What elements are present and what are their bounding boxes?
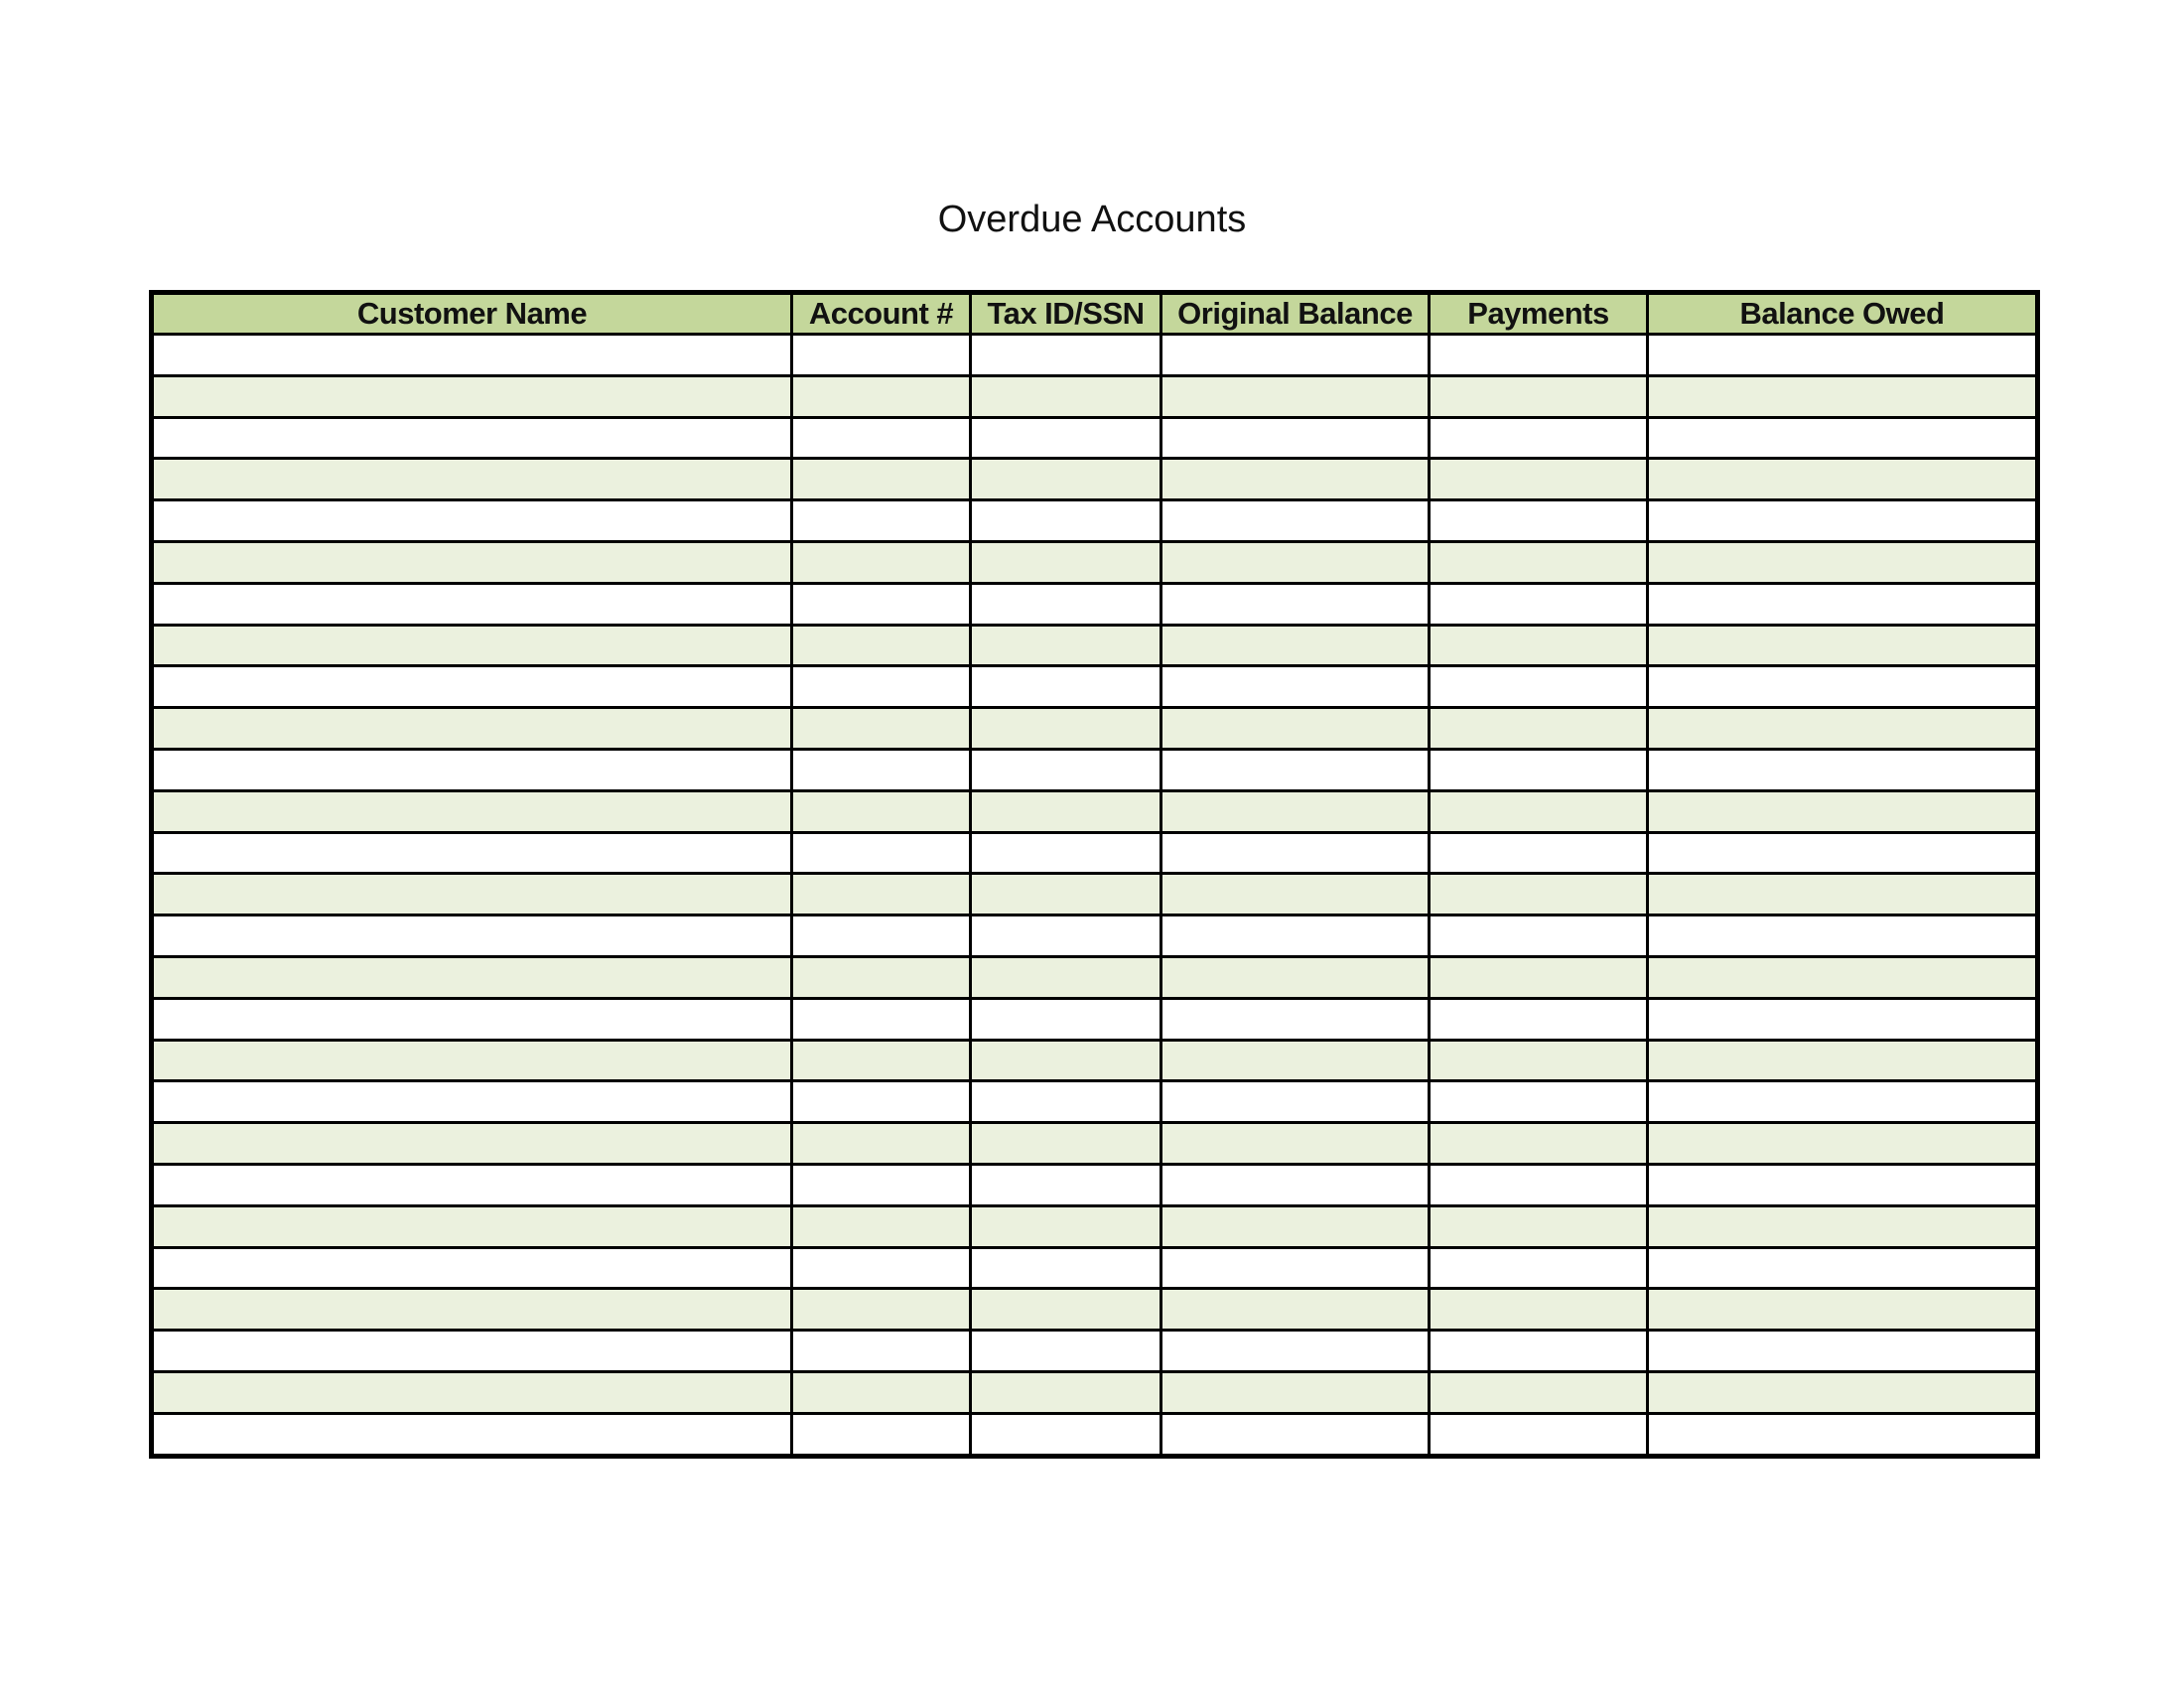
customer-name-cell[interactable]: [152, 1040, 792, 1081]
balance-owed-cell[interactable]: [1648, 335, 2038, 376]
column-header-account-number: Account #: [792, 293, 971, 335]
account-number-cell[interactable]: [792, 1413, 971, 1456]
payments-cell[interactable]: [1430, 1164, 1648, 1205]
customer-name-cell[interactable]: [152, 832, 792, 874]
original-balance-cell[interactable]: [1161, 666, 1430, 708]
account-number-cell[interactable]: [792, 874, 971, 915]
tax-id-cell[interactable]: [971, 417, 1161, 459]
customer-name-cell[interactable]: [152, 500, 792, 542]
payments-cell[interactable]: [1430, 666, 1648, 708]
table-row: [152, 500, 2038, 542]
tax-id-cell[interactable]: [971, 1164, 1161, 1205]
table-row: [152, 583, 2038, 625]
account-number-cell[interactable]: [792, 1247, 971, 1289]
table-row: [152, 708, 2038, 750]
table-row: [152, 1040, 2038, 1081]
account-number-cell[interactable]: [792, 500, 971, 542]
payments-cell[interactable]: [1430, 375, 1648, 417]
balance-owed-cell[interactable]: [1648, 1247, 2038, 1289]
payments-cell[interactable]: [1430, 500, 1648, 542]
balance-owed-cell[interactable]: [1648, 1413, 2038, 1456]
balance-owed-cell[interactable]: [1648, 998, 2038, 1040]
table-row: [152, 541, 2038, 583]
original-balance-cell[interactable]: [1161, 956, 1430, 998]
balance-owed-cell[interactable]: [1648, 1331, 2038, 1372]
page-title: Overdue Accounts: [937, 199, 1247, 240]
customer-name-cell[interactable]: [152, 1081, 792, 1123]
balance-owed-cell[interactable]: [1648, 583, 2038, 625]
balance-owed-cell[interactable]: [1648, 708, 2038, 750]
payments-cell[interactable]: [1430, 1040, 1648, 1081]
account-number-cell[interactable]: [792, 375, 971, 417]
balance-owed-cell[interactable]: [1648, 790, 2038, 832]
table-body: [152, 335, 2038, 1457]
balance-owed-cell[interactable]: [1648, 1123, 2038, 1165]
tax-id-cell[interactable]: [971, 1247, 1161, 1289]
tax-id-cell[interactable]: [971, 1081, 1161, 1123]
payments-cell[interactable]: [1430, 749, 1648, 790]
original-balance-cell[interactable]: [1161, 1371, 1430, 1413]
customer-name-cell[interactable]: [152, 1164, 792, 1205]
table-row: [152, 956, 2038, 998]
balance-owed-cell[interactable]: [1648, 1371, 2038, 1413]
payments-cell[interactable]: [1430, 1331, 1648, 1372]
payments-cell[interactable]: [1430, 1205, 1648, 1247]
account-number-cell[interactable]: [792, 1371, 971, 1413]
customer-name-cell[interactable]: [152, 956, 792, 998]
payments-cell[interactable]: [1430, 1371, 1648, 1413]
account-number-cell[interactable]: [792, 666, 971, 708]
original-balance-cell[interactable]: [1161, 1247, 1430, 1289]
tax-id-cell[interactable]: [971, 708, 1161, 750]
original-balance-cell[interactable]: [1161, 1289, 1430, 1331]
table-row: [152, 998, 2038, 1040]
customer-name-cell[interactable]: [152, 1371, 792, 1413]
table-row: [152, 1289, 2038, 1331]
original-balance-cell[interactable]: [1161, 1164, 1430, 1205]
original-balance-cell[interactable]: [1161, 583, 1430, 625]
table-row: [152, 1123, 2038, 1165]
customer-name-cell[interactable]: [152, 459, 792, 500]
tax-id-cell[interactable]: [971, 335, 1161, 376]
payments-cell[interactable]: [1430, 335, 1648, 376]
account-number-cell[interactable]: [792, 1123, 971, 1165]
customer-name-cell[interactable]: [152, 541, 792, 583]
customer-name-cell[interactable]: [152, 1123, 792, 1165]
tax-id-cell[interactable]: [971, 375, 1161, 417]
original-balance-cell[interactable]: [1161, 1123, 1430, 1165]
customer-name-cell[interactable]: [152, 1205, 792, 1247]
payments-cell[interactable]: [1430, 459, 1648, 500]
original-balance-cell[interactable]: [1161, 1040, 1430, 1081]
original-balance-cell[interactable]: [1161, 1205, 1430, 1247]
column-header-customer-name: Customer Name: [152, 293, 792, 335]
account-number-cell[interactable]: [792, 708, 971, 750]
customer-name-cell[interactable]: [152, 915, 792, 957]
table-row: [152, 874, 2038, 915]
account-number-cell[interactable]: [792, 459, 971, 500]
payments-cell[interactable]: [1430, 1413, 1648, 1456]
table-row: [152, 459, 2038, 500]
table-row: [152, 1413, 2038, 1456]
original-balance-cell[interactable]: [1161, 500, 1430, 542]
balance-owed-cell[interactable]: [1648, 915, 2038, 957]
original-balance-cell[interactable]: [1161, 1081, 1430, 1123]
customer-name-cell[interactable]: [152, 583, 792, 625]
original-balance-cell[interactable]: [1161, 708, 1430, 750]
account-number-cell[interactable]: [792, 832, 971, 874]
table-row: [152, 790, 2038, 832]
customer-name-cell[interactable]: [152, 417, 792, 459]
balance-owed-cell[interactable]: [1648, 749, 2038, 790]
table-row: [152, 1247, 2038, 1289]
column-header-payments: Payments: [1430, 293, 1648, 335]
balance-owed-cell[interactable]: [1648, 1081, 2038, 1123]
tax-id-cell[interactable]: [971, 998, 1161, 1040]
payments-cell[interactable]: [1430, 1123, 1648, 1165]
header-row: [152, 293, 2038, 335]
original-balance-cell[interactable]: [1161, 625, 1430, 666]
table-row: [152, 1371, 2038, 1413]
tax-id-cell[interactable]: [971, 874, 1161, 915]
tax-id-cell[interactable]: [971, 915, 1161, 957]
customer-name-cell[interactable]: [152, 1413, 792, 1456]
account-number-cell[interactable]: [792, 625, 971, 666]
payments-cell[interactable]: [1430, 708, 1648, 750]
balance-owed-cell[interactable]: [1648, 375, 2038, 417]
table-row: [152, 625, 2038, 666]
balance-owed-cell[interactable]: [1648, 666, 2038, 708]
balance-owed-cell[interactable]: [1648, 956, 2038, 998]
balance-owed-cell[interactable]: [1648, 874, 2038, 915]
table-row: [152, 666, 2038, 708]
customer-name-cell[interactable]: [152, 998, 792, 1040]
tax-id-cell[interactable]: [971, 832, 1161, 874]
balance-owed-cell[interactable]: [1648, 500, 2038, 542]
table-row: [152, 1164, 2038, 1205]
account-number-cell[interactable]: [792, 1331, 971, 1372]
balance-owed-cell[interactable]: [1648, 459, 2038, 500]
tax-id-cell[interactable]: [971, 459, 1161, 500]
customer-name-cell[interactable]: [152, 749, 792, 790]
original-balance-cell[interactable]: [1161, 541, 1430, 583]
tax-id-cell[interactable]: [971, 1371, 1161, 1413]
customer-name-cell[interactable]: [152, 1247, 792, 1289]
account-number-cell[interactable]: [792, 749, 971, 790]
original-balance-cell[interactable]: [1161, 749, 1430, 790]
payments-cell[interactable]: [1430, 583, 1648, 625]
table-row: [152, 1205, 2038, 1247]
column-header-balance-owed: Balance Owed: [1648, 293, 2038, 335]
account-number-cell[interactable]: [792, 998, 971, 1040]
customer-name-cell[interactable]: [152, 874, 792, 915]
original-balance-cell[interactable]: [1161, 874, 1430, 915]
column-header-tax-id: Tax ID/SSN: [971, 293, 1161, 335]
customer-name-cell[interactable]: [152, 708, 792, 750]
original-balance-cell[interactable]: [1161, 915, 1430, 957]
customer-name-cell[interactable]: [152, 790, 792, 832]
balance-owed-cell[interactable]: [1648, 1205, 2038, 1247]
account-number-cell[interactable]: [792, 790, 971, 832]
tax-id-cell[interactable]: [971, 1205, 1161, 1247]
account-number-cell[interactable]: [792, 583, 971, 625]
table-row: [152, 915, 2038, 957]
account-number-cell[interactable]: [792, 1205, 971, 1247]
payments-cell[interactable]: [1430, 915, 1648, 957]
table-row: [152, 335, 2038, 376]
payments-cell[interactable]: [1430, 956, 1648, 998]
account-number-cell[interactable]: [792, 1164, 971, 1205]
tax-id-cell[interactable]: [971, 956, 1161, 998]
tax-id-cell[interactable]: [971, 666, 1161, 708]
balance-owed-cell[interactable]: [1648, 1289, 2038, 1331]
balance-owed-cell[interactable]: [1648, 832, 2038, 874]
table-row: [152, 749, 2038, 790]
payments-cell[interactable]: [1430, 832, 1648, 874]
payments-cell[interactable]: [1430, 541, 1648, 583]
payments-cell[interactable]: [1430, 1081, 1648, 1123]
tax-id-cell[interactable]: [971, 625, 1161, 666]
original-balance-cell[interactable]: [1161, 335, 1430, 376]
table-row: [152, 832, 2038, 874]
original-balance-cell[interactable]: [1161, 832, 1430, 874]
tax-id-cell[interactable]: [971, 541, 1161, 583]
overdue-accounts-table: [149, 290, 2040, 1459]
table-row: [152, 1081, 2038, 1123]
account-number-cell[interactable]: [792, 956, 971, 998]
table-row: [152, 1331, 2038, 1372]
payments-cell[interactable]: [1430, 1289, 1648, 1331]
tax-id-cell[interactable]: [971, 790, 1161, 832]
customer-name-cell[interactable]: [152, 1331, 792, 1372]
tax-id-cell[interactable]: [971, 1331, 1161, 1372]
tax-id-cell[interactable]: [971, 583, 1161, 625]
original-balance-cell[interactable]: [1161, 375, 1430, 417]
payments-cell[interactable]: [1430, 998, 1648, 1040]
table-row: [152, 375, 2038, 417]
balance-owed-cell[interactable]: [1648, 1040, 2038, 1081]
tax-id-cell[interactable]: [971, 1123, 1161, 1165]
payments-cell[interactable]: [1430, 874, 1648, 915]
account-number-cell[interactable]: [792, 915, 971, 957]
tax-id-cell[interactable]: [971, 749, 1161, 790]
customer-name-cell[interactable]: [152, 1289, 792, 1331]
customer-name-cell[interactable]: [152, 375, 792, 417]
balance-owed-cell[interactable]: [1648, 417, 2038, 459]
account-number-cell[interactable]: [792, 541, 971, 583]
account-number-cell[interactable]: [792, 417, 971, 459]
original-balance-cell[interactable]: [1161, 1331, 1430, 1372]
original-balance-cell[interactable]: [1161, 790, 1430, 832]
payments-cell[interactable]: [1430, 625, 1648, 666]
payments-cell[interactable]: [1430, 790, 1648, 832]
tax-id-cell[interactable]: [971, 500, 1161, 542]
payments-cell[interactable]: [1430, 417, 1648, 459]
original-balance-cell[interactable]: [1161, 1413, 1430, 1456]
column-header-original-balance: Original Balance: [1161, 293, 1430, 335]
table-row: [152, 417, 2038, 459]
tax-id-cell[interactable]: [971, 1289, 1161, 1331]
original-balance-cell[interactable]: [1161, 417, 1430, 459]
original-balance-cell[interactable]: [1161, 459, 1430, 500]
balance-owed-cell[interactable]: [1648, 1164, 2038, 1205]
tax-id-cell[interactable]: [971, 1040, 1161, 1081]
payments-cell[interactable]: [1430, 1247, 1648, 1289]
customer-name-cell[interactable]: [152, 625, 792, 666]
account-number-cell[interactable]: [792, 1289, 971, 1331]
original-balance-cell[interactable]: [1161, 998, 1430, 1040]
balance-owed-cell[interactable]: [1648, 625, 2038, 666]
account-number-cell[interactable]: [792, 1081, 971, 1123]
tax-id-cell[interactable]: [971, 1413, 1161, 1456]
customer-name-cell[interactable]: [152, 335, 792, 376]
customer-name-cell[interactable]: [152, 666, 792, 708]
balance-owed-cell[interactable]: [1648, 541, 2038, 583]
account-number-cell[interactable]: [792, 335, 971, 376]
account-number-cell[interactable]: [792, 1040, 971, 1081]
